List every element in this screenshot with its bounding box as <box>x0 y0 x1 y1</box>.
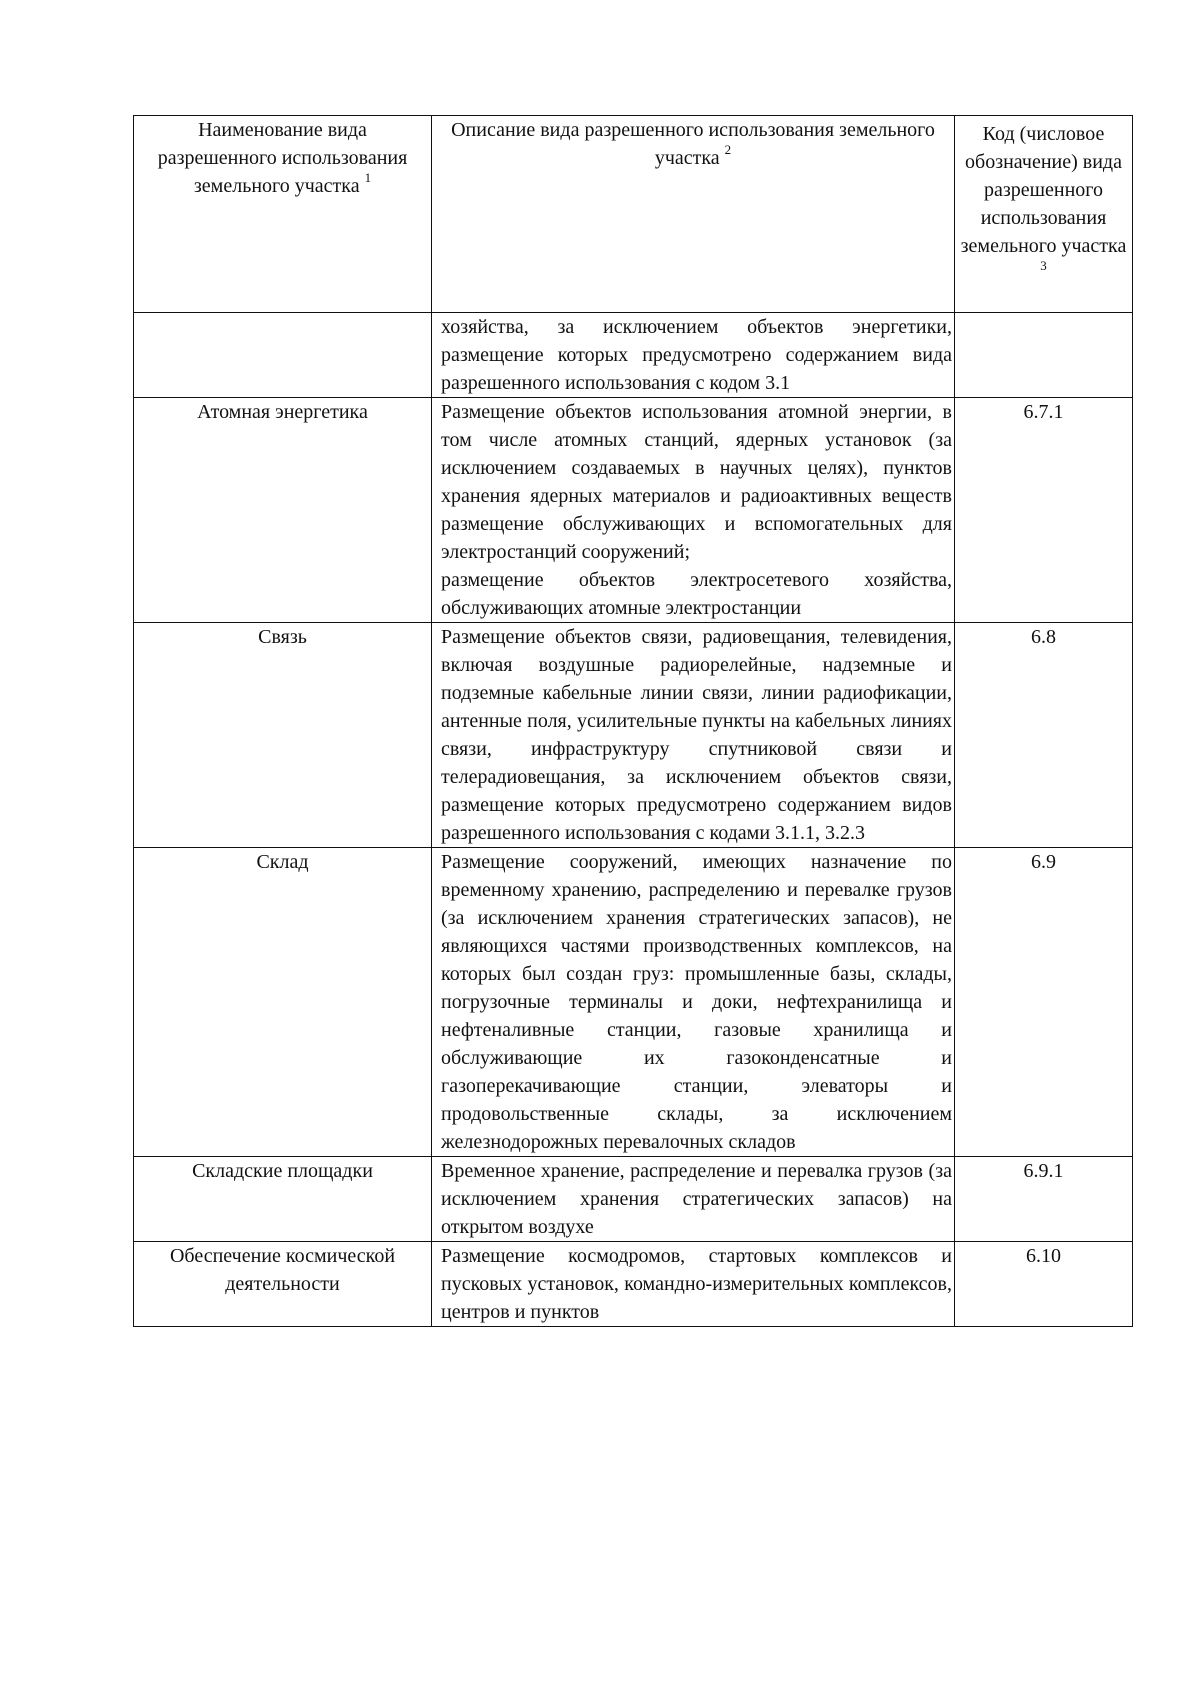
description-paragraph: Размещение объектов связи, радиовещания, телевидения, включая воздушные радиорелейные, надземные и подземные кабельные линии связи, линии радиофикации, антенные поля, усилительные пункты на кабельных линиях связи, инфраструктуру спутниковой связи и телерадиовещания, за исключением объектов связи, размещение которых предусмотрено содержанием видов разрешенного использования с кодами 3.1.1, 3.2.3 <box>441 626 952 844</box>
header-name-cell <box>134 116 432 313</box>
land-use-description-cell <box>432 1157 955 1242</box>
land-use-name-cell: Обеспечение космической деятельности <box>134 1242 432 1327</box>
land-use-code-cell <box>955 313 1133 398</box>
header-name-text: Наименование вида разрешенного использования земельного участка $^1$ <box>157 119 408 197</box>
land-use-name-cell: Атомная энергетика <box>134 398 432 623</box>
land-use-name-cell: Связь <box>134 623 432 848</box>
land-use-table <box>133 115 1133 1327</box>
land-use-code-cell: 6.9.1 <box>955 1157 1133 1242</box>
table-row <box>134 1157 1133 1242</box>
land-use-description-cell <box>432 1242 955 1327</box>
land-use-code-cell: 6.9 <box>955 848 1133 1157</box>
land-use-description-cell <box>432 623 955 848</box>
description-paragraph: Размещение объектов использования атомной энергии, в том числе атомных станций, ядерных установок (за исключением создаваемых в научных целях), пунктов хранения ядерных материалов и радиоактивных веществ размещение обслуживающих и вспомогательных для электростанций сооружений; <box>441 401 952 563</box>
land-use-code-cell: 6.8 <box>955 623 1133 848</box>
table-row <box>134 313 1133 398</box>
description-paragraph: хозяйства, за исключением объектов энергетики, размещение которых предусмотрено содержанием вида разрешенного использования с кодом 3.1 <box>441 316 952 394</box>
land-use-name-cell: Складские площадки <box>134 1157 432 1242</box>
header-code-cell <box>955 116 1133 313</box>
table-row <box>134 848 1133 1157</box>
footnote-marker: 3 <box>1040 258 1047 274</box>
footnote-marker: 1 <box>364 170 372 186</box>
footnote-marker: 2 <box>724 142 732 158</box>
table-row <box>134 623 1133 848</box>
description-paragraph: Размещение сооружений, имеющих назначение по временному хранению, распределению и перевалке грузов (за исключением хранения стратегических запасов), не являющихся частями производственных комплексов, на которых был создан груз: промышленные базы, склады, погрузочные терминалы и доки, нефтехранилища и нефтеналивные станции, газовые хранилища и обслуживающие их газоконденсатные и газоперекачивающие станции, элеваторы и продовольственные склады, за исключением железнодорожных перевалочных складов <box>441 851 952 1153</box>
header-description-text: Описание вида разрешенного использования земельного участка $^2$ <box>451 119 935 169</box>
header-description-cell <box>432 116 955 313</box>
header-code-text: Код (числовое обозначение) вида разрешенного использования земельного участка $^3$ <box>960 123 1127 274</box>
land-use-description-cell <box>432 398 955 623</box>
land-use-name-cell: Склад <box>134 848 432 1157</box>
description-paragraph: Временное хранение, распределение и перевалка грузов (за исключением хранения стратегических запасов) на открытом воздухе <box>441 1160 952 1238</box>
table-header-row <box>134 116 1133 313</box>
land-use-code-cell: 6.7.1 <box>955 398 1133 623</box>
land-use-description-cell <box>432 848 955 1157</box>
land-use-name-cell <box>134 313 432 398</box>
land-use-code-cell: 6.10 <box>955 1242 1133 1327</box>
table-row <box>134 398 1133 623</box>
table-row <box>134 1242 1133 1327</box>
description-paragraph: Размещение космодромов, стартовых комплексов и пусковых установок, командно-измерительных комплексов, центров и пунктов <box>441 1245 952 1323</box>
land-use-description-cell <box>432 313 955 398</box>
description-paragraph: размещение объектов электросетевого хозяйства, обслуживающих атомные электростанции <box>441 569 952 619</box>
